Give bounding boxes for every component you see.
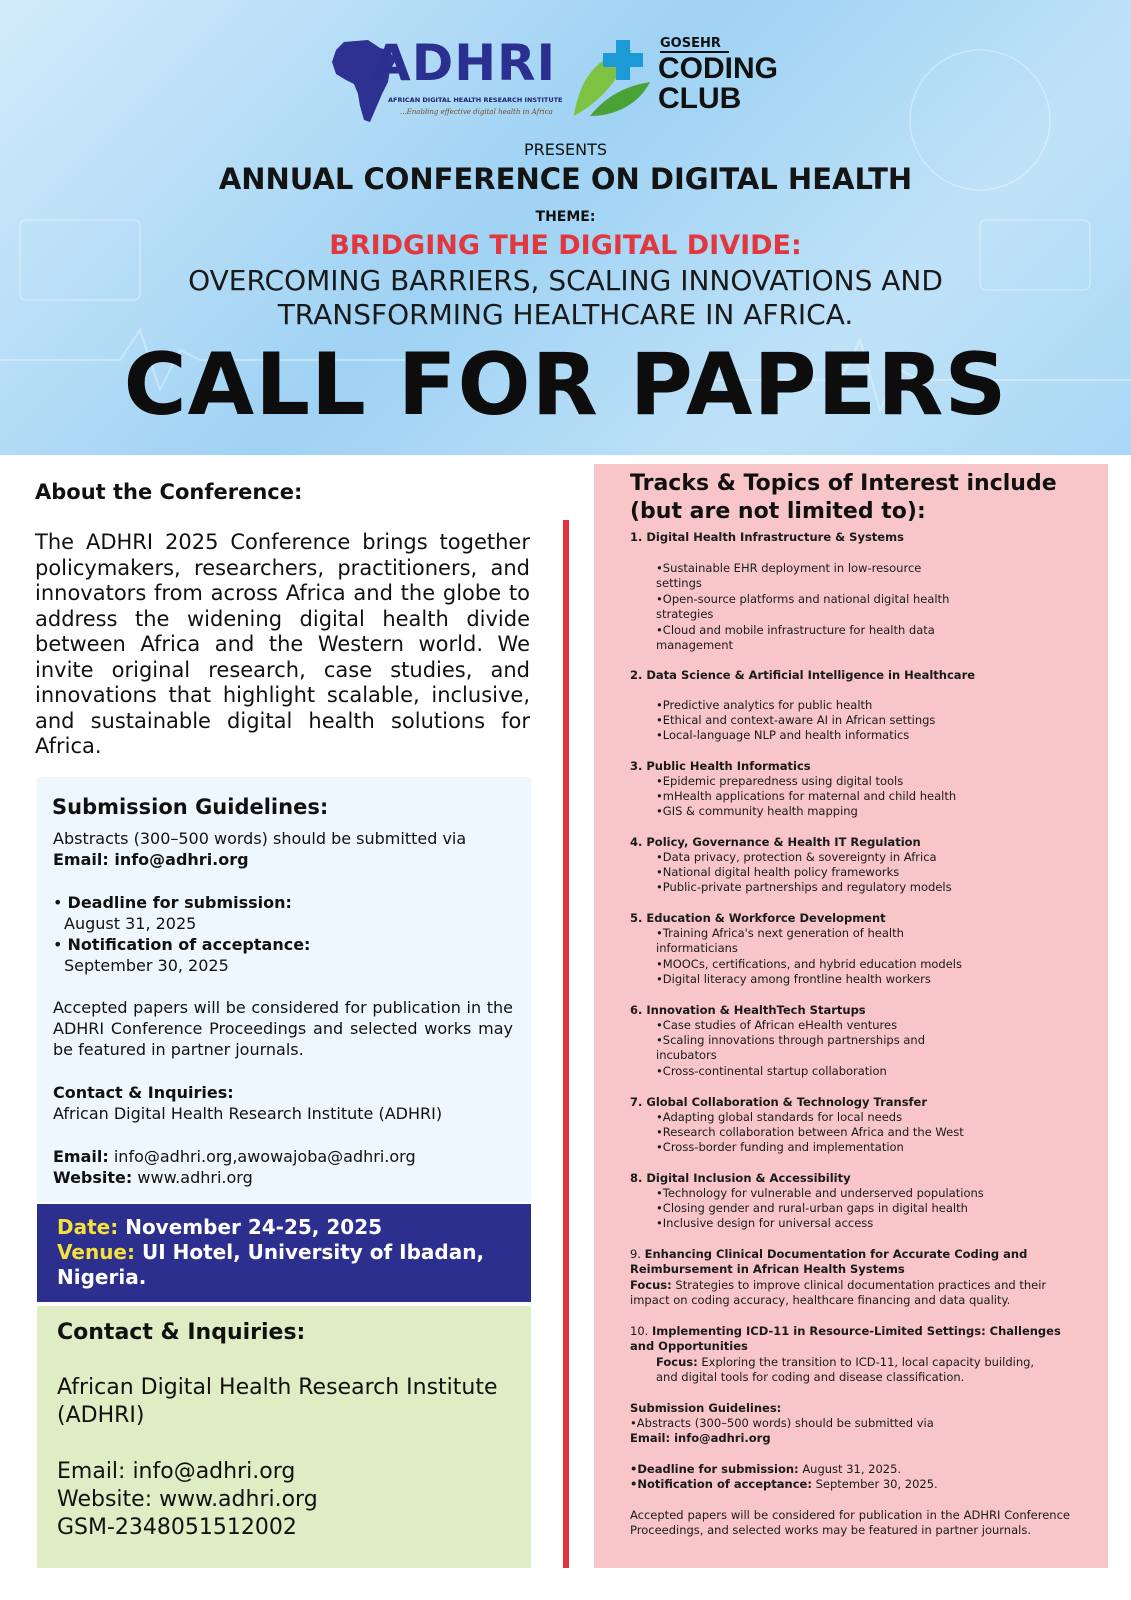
track-8-item: •Closing gender and rural-urban gaps in digital health — [656, 1201, 968, 1215]
track-1-item: •Cloud and mobile infrastructure for health data management — [656, 623, 935, 653]
submission-heading: Submission Guidelines: — [52, 795, 329, 819]
track-4-item: •Data privacy, protection & sovereignty in Africa — [656, 850, 937, 864]
adhri-logo — [330, 30, 563, 130]
track-1-item: •Open-source platforms and national digital health strategies — [656, 592, 950, 622]
track-5-item: •Training Africa's next generation of health informaticians — [656, 926, 904, 956]
website-value[interactable]: www.adhri.org — [137, 1168, 253, 1187]
accepted-note: Accepted papers will be considered for publication in the ADHRI Conference Proceedings and selected works may be featured in partner journals. — [53, 998, 513, 1059]
track-9 — [630, 1247, 1070, 1278]
track-9-focus — [630, 1278, 1070, 1309]
call-for-papers-heading: CALL FOR PAPERS — [123, 335, 1008, 435]
submission-email[interactable]: Email: info@adhri.org — [53, 850, 249, 869]
about-heading: About the Conference: — [35, 480, 303, 504]
track-3-item: •GIS & community health mapping — [656, 804, 858, 818]
tracks-notification — [630, 1477, 1070, 1492]
coding-club-logo — [570, 34, 800, 124]
theme-label: THEME: — [535, 209, 596, 225]
track-2-item: •Predictive analytics for public health — [656, 698, 873, 712]
track-6-item: •Cross-continental startup collaboration — [656, 1064, 887, 1078]
track-3-item: •mHealth applications for maternal and child health — [656, 789, 957, 803]
submission-website-row — [53, 1167, 513, 1188]
tracks-submission-heading: Submission Guidelines: — [630, 1401, 782, 1415]
track-5-item: •MOOCs, certifications, and hybrid education models — [656, 957, 962, 971]
coding-label: CODING — [658, 52, 778, 85]
track-5-item: •Digital literacy among frontline health workers — [656, 972, 931, 986]
track-5-title: 5. Education & Workforce Development — [630, 911, 886, 925]
notification-value: September 30, 2025 — [64, 956, 229, 975]
date-label: Date: — [57, 1215, 119, 1239]
tracks-notification-label: •Notification of acceptance: — [630, 1477, 812, 1491]
submission-email-row — [53, 1146, 513, 1167]
tracks-submission-email[interactable]: Email: info@adhri.org — [630, 1431, 771, 1445]
club-label: CLUB — [658, 82, 742, 115]
contact-heading: Contact & Inquiries: — [57, 1320, 306, 1345]
medical-cross-leaf-icon — [570, 36, 656, 122]
contact-org: African Digital Health Research Institute (ADHRI) — [57, 1375, 498, 1428]
theme-line-1: OVERCOMING BARRIERS, SCALING INNOVATIONS AND — [188, 264, 943, 297]
track-10 — [630, 1324, 1070, 1355]
deadline-label: Deadline for submission: — [67, 893, 292, 912]
notification-item: • Notification of acceptance: — [53, 935, 311, 954]
notification-label: Notification of acceptance: — [67, 935, 311, 954]
contact-website[interactable]: Website: www.adhri.org — [57, 1487, 318, 1512]
conference-title: ANNUAL CONFERENCE ON DIGITAL HEALTH — [218, 162, 913, 196]
track-8-title: 8. Digital Inclusion & Accessibility — [630, 1171, 851, 1185]
track-10-title: Implementing ICD-11 in Resource-Limited Settings: Challenges and Opportunities — [630, 1324, 1061, 1354]
theme-line-2: TRANSFORMING HEALTHCARE IN AFRICA. — [277, 298, 854, 331]
presents-label: PRESENTS — [523, 140, 608, 159]
event-date-row — [57, 1215, 517, 1240]
adhri-wordmark: ADHRI — [372, 34, 557, 92]
track-6-item: •Case studies of African eHealth ventures — [656, 1018, 898, 1032]
email-value[interactable]: info@adhri.org,awowajoba@adhri.org — [113, 1147, 416, 1166]
tracks-deadline-value: August 31, 2025. — [802, 1462, 902, 1476]
track-2-item: •Local-language NLP and health informatics — [656, 728, 910, 742]
deadline-item: • Deadline for submission: — [53, 893, 292, 912]
track-4-title: 4. Policy, Governance & Health IT Regulation — [630, 835, 921, 849]
track-10-focus-text: Exploring the transition to ICD-11, local capacity building, and digital tools for coding and disease classification. — [656, 1355, 1035, 1385]
submission-contact-org: African Digital Health Research Institute (ADHRI) — [53, 1104, 443, 1123]
track-9-focus-label: Focus: — [630, 1278, 672, 1292]
track-6-item: •Scaling innovations through partnerships and incubators — [656, 1033, 925, 1063]
track-9-focus-text: Strategies to improve clinical documentation practices and their impact on coding accuracy, healthcare financing and data quality. — [630, 1278, 1047, 1308]
track-3-item: •Epidemic preparedness using digital tools — [656, 774, 904, 788]
about-body: The ADHRI 2025 Conference brings together policymakers, researchers, practitioners, and innovators from across Africa and the globe to address the widening digital health divide between Africa and the Western world. We invite original research, case studies, and innovations that highlight scalable, inclusive, and sustainable digital health solutions for Africa. — [35, 530, 530, 758]
email-label: Email: — [53, 1147, 109, 1166]
track-8-item: •Technology for vulnerable and underserved populations — [656, 1186, 984, 1200]
event-details — [57, 1215, 517, 1290]
track-7-item: •Research collaboration between Africa and the West — [656, 1125, 964, 1139]
gosehr-label: GOSEHR — [660, 36, 729, 53]
theme-highlight: BRIDGING THE DIGITAL DIVIDE: — [329, 230, 802, 261]
adhri-subtitle: AFRICAN DIGITAL HEALTH RESEARCH INSTITUTE — [388, 96, 563, 104]
track-10-focus-label: Focus: — [656, 1355, 698, 1369]
submission-abstracts: Abstracts (300–500 words) should be submitted via — [53, 829, 467, 848]
column-divider — [563, 520, 569, 1568]
track-2-item: •Ethical and context-aware AI in African settings — [656, 713, 936, 727]
track-3-title: 3. Public Health Informatics — [630, 759, 811, 773]
track-10-number: 10. — [630, 1324, 649, 1338]
venue-value: UI Hotel, University of Ibadan, Nigeria. — [57, 1240, 485, 1289]
track-7-item: •Adapting global standards for local needs — [656, 1110, 903, 1124]
track-7-title: 7. Global Collaboration & Technology Transfer — [630, 1095, 928, 1109]
track-1-item: •Sustainable EHR deployment in low-resource settings — [656, 561, 922, 591]
tracks-submission-abstracts: •Abstracts (300–500 words) should be submitted via — [630, 1416, 934, 1430]
adhri-tagline: ...Enabling effective digital health in Africa — [400, 108, 553, 116]
tracks-deadline-label: •Deadline for submission: — [630, 1462, 799, 1476]
track-4-item: •Public-private partnerships and regulatory models — [656, 880, 952, 894]
venue-label: Venue: — [57, 1240, 135, 1264]
tracks-notification-value: September 30, 2025. — [815, 1477, 938, 1491]
header-banner — [0, 0, 1131, 455]
contact-gsm: GSM-2348051512002 — [57, 1515, 297, 1540]
tracks-deadline — [630, 1462, 1070, 1477]
deadline-value: August 31, 2025 — [64, 914, 197, 933]
tracks-heading: Tracks & Topics of Interest include (but are not limited to): — [630, 471, 1057, 524]
track-1-title: 1. Digital Health Infrastructure & Systems — [630, 530, 904, 544]
track-10-focus — [630, 1355, 1056, 1386]
submission-contact-label: Contact & Inquiries: — [53, 1083, 234, 1102]
track-9-title: Enhancing Clinical Documentation for Accurate Coding and Reimbursement in African Health Systems — [630, 1247, 1028, 1277]
contact-email[interactable]: Email: info@adhri.org — [57, 1459, 296, 1484]
track-4-item: •National digital health policy frameworks — [656, 865, 900, 879]
date-value: November 24-25, 2025 — [125, 1215, 383, 1239]
event-venue-row — [57, 1240, 517, 1290]
tracks-accepted-note: Accepted papers will be considered for publication in the ADHRI Conference Proceedings, and selected works may be featured in partner journals. — [630, 1508, 1070, 1538]
track-8-item: •Inclusive design for universal access — [656, 1216, 874, 1230]
track-7-item: •Cross-border funding and implementation — [656, 1140, 904, 1154]
track-2-title: 2. Data Science & Artificial Intelligence in Healthcare — [630, 668, 976, 682]
track-6-title: 6. Innovation & HealthTech Startups — [630, 1003, 866, 1017]
track-9-number: 9. — [630, 1247, 641, 1261]
website-label: Website: — [53, 1168, 133, 1187]
